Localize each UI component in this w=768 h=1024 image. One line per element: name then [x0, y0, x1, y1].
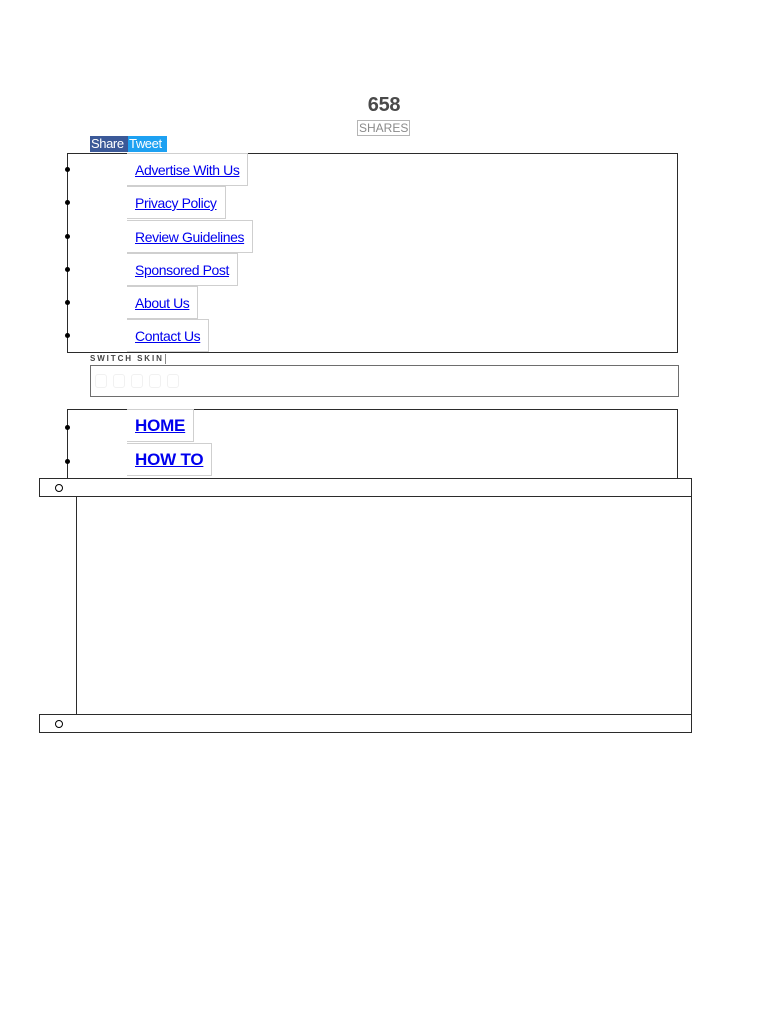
top-menu — [67, 153, 678, 353]
submenu-content-panel — [76, 496, 692, 714]
switch-skin-toggle[interactable] — [90, 365, 679, 397]
toggle-segment — [113, 374, 125, 388]
toggle-segment — [167, 374, 179, 388]
how-to-link[interactable]: HOW TO — [127, 443, 212, 476]
share-count-label: SHARES — [359, 121, 409, 135]
circle-bullet-icon — [55, 484, 63, 492]
bullet-icon — [65, 333, 70, 338]
toggle-segment — [149, 374, 161, 388]
bullet-icon — [65, 167, 70, 172]
about-us-link[interactable]: About Us — [127, 286, 198, 319]
submenu-row[interactable] — [39, 714, 692, 733]
bullet-icon — [65, 267, 70, 272]
bullet-icon — [65, 459, 70, 464]
sponsored-post-link[interactable]: Sponsored Post — [127, 253, 238, 286]
bullet-icon — [65, 425, 70, 430]
toggle-segment — [131, 374, 143, 388]
home-link[interactable]: HOME — [127, 409, 194, 442]
circle-bullet-icon — [55, 720, 63, 728]
bullet-icon — [65, 234, 70, 239]
share-count: 658 — [367, 94, 401, 116]
facebook-share-button[interactable]: Share — [90, 136, 128, 152]
main-navigation — [67, 409, 678, 479]
twitter-tweet-button[interactable]: Tweet — [128, 136, 167, 152]
advertise-link[interactable]: Advertise With Us — [127, 153, 248, 186]
submenu-row[interactable] — [39, 478, 692, 497]
bullet-icon — [65, 300, 70, 305]
privacy-policy-link[interactable]: Privacy Policy — [127, 186, 226, 219]
toggle-segment — [95, 374, 107, 388]
switch-skin-title: SWITCH SKIN — [90, 354, 164, 363]
review-guidelines-link[interactable]: Review Guidelines — [127, 220, 253, 253]
bullet-icon — [65, 200, 70, 205]
toggle-track — [95, 372, 183, 392]
contact-us-link[interactable]: Contact Us — [127, 319, 209, 352]
